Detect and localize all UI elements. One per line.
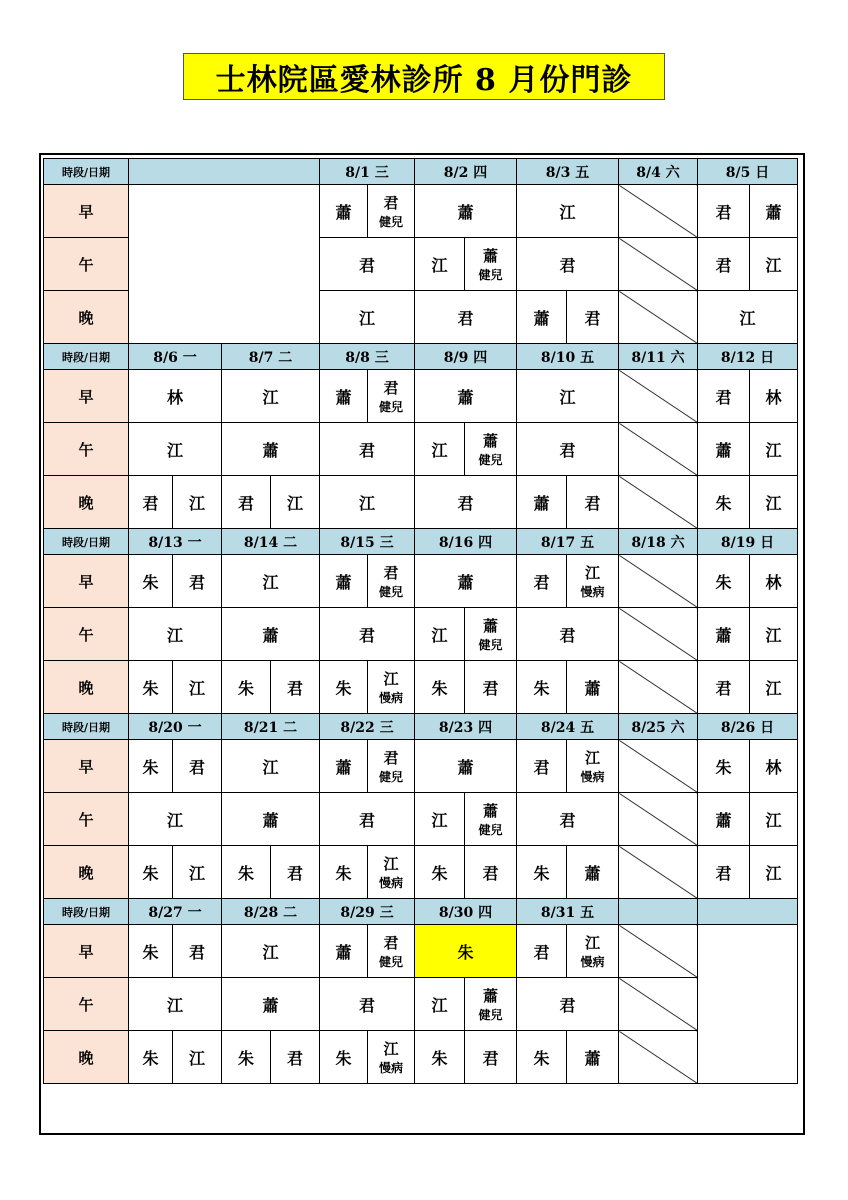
- doctor-cell: 朱: [517, 846, 567, 899]
- doctor-cell: 蕭: [698, 608, 750, 661]
- doctor-cell: 君: [698, 661, 750, 714]
- closed-cell: [619, 925, 698, 978]
- doctor-cell: [567, 555, 619, 608]
- date-cell: 8/7 二: [222, 344, 320, 370]
- doctor-cell: 江: [222, 370, 320, 423]
- doctor-cell: 君: [320, 238, 415, 291]
- doctor-cell: 君: [465, 661, 517, 714]
- doctor-cell: 朱: [517, 661, 567, 714]
- doctor-cell: 江: [750, 476, 798, 529]
- doctor-cell: 蕭: [567, 1031, 619, 1084]
- week-5-evening-row: [44, 1031, 798, 1084]
- date-cell: 8/21 二: [222, 714, 320, 740]
- week-3-morning-row: [44, 555, 798, 608]
- slot-label-evening: 晚: [44, 1031, 129, 1084]
- date-cell: 8/28 二: [222, 899, 320, 925]
- doctor-cell: 蕭: [750, 185, 798, 238]
- doctor-cell: [465, 793, 517, 846]
- doctor-cell: 朱: [129, 661, 173, 714]
- doctor-cell: 君: [698, 370, 750, 423]
- doctor-cell: 蕭: [567, 846, 619, 899]
- doctor-name: 蕭: [482, 431, 498, 450]
- week-5-morning-row: [44, 925, 798, 978]
- date-cell: 8/29 三: [320, 899, 415, 925]
- slot-label-evening: 晚: [44, 291, 129, 344]
- doctor-cell: 君: [465, 846, 517, 899]
- date-cell: 8/22 三: [320, 714, 415, 740]
- doctor-cell: 江: [320, 291, 415, 344]
- doctor-cell: 蕭: [698, 423, 750, 476]
- header-label: 時段/日期: [44, 159, 129, 185]
- slot-label-morning: 早: [44, 555, 129, 608]
- date-cell: 8/17 五: [517, 529, 619, 555]
- closed-cell: [619, 978, 698, 1031]
- closed-cell: [619, 846, 698, 899]
- week-4-evening-row: [44, 846, 798, 899]
- doctor-cell: [567, 925, 619, 978]
- week-3-header-row: [44, 529, 798, 555]
- doctor-cell: [465, 978, 517, 1031]
- doctor-cell: 江: [750, 793, 798, 846]
- clinic-type: 健兒: [478, 637, 503, 652]
- doctor-cell: [368, 740, 415, 793]
- doctor-cell: 君: [567, 476, 619, 529]
- slot-label-evening: 晚: [44, 846, 129, 899]
- doctor-cell: 江: [320, 476, 415, 529]
- doctor-cell: 林: [750, 555, 798, 608]
- doctor-cell: 江: [517, 370, 619, 423]
- closed-cell: [619, 185, 698, 238]
- doctor-name: 蕭: [482, 986, 498, 1005]
- doctor-cell: 江: [750, 846, 798, 899]
- clinic-type: 健兒: [478, 452, 503, 467]
- doctor-cell: 君: [320, 793, 415, 846]
- doctor-cell: 江: [415, 238, 465, 291]
- doctor-name: 蕭: [482, 616, 498, 635]
- clinic-type: 健兒: [378, 214, 403, 229]
- date-cell: 8/30 四: [415, 899, 517, 925]
- doctor-name: 君: [383, 748, 399, 767]
- doctor-cell: 朱: [415, 661, 465, 714]
- week-2-header-row: [44, 344, 798, 370]
- week-3-evening-row: [44, 661, 798, 714]
- doctor-cell: 君: [517, 238, 619, 291]
- doctor-cell: 江: [129, 608, 222, 661]
- doctor-cell: 蕭: [222, 793, 320, 846]
- doctor-cell: 君: [698, 238, 750, 291]
- doctor-cell: [368, 1031, 415, 1084]
- doctor-cell: 蕭: [517, 476, 567, 529]
- date-cell: 8/4 六: [619, 159, 698, 185]
- closed-cell: [619, 370, 698, 423]
- clinic-type: 慢病: [378, 690, 403, 705]
- doctor-cell: [368, 370, 415, 423]
- doctor-cell: 江: [750, 423, 798, 476]
- doctor-name: 君: [383, 378, 399, 397]
- doctor-cell: [368, 846, 415, 899]
- doctor-name: 君: [383, 193, 399, 212]
- doctor-cell: 君: [129, 476, 173, 529]
- slot-label-afternoon: 午: [44, 793, 129, 846]
- doctor-cell: 朱: [320, 1031, 368, 1084]
- closed-cell: [619, 238, 698, 291]
- doctor-cell: [567, 740, 619, 793]
- clinic-type: 慢病: [580, 584, 605, 599]
- doctor-cell: 江: [750, 661, 798, 714]
- doctor-cell: 江: [222, 740, 320, 793]
- date-cell: 8/31 五: [517, 899, 619, 925]
- slot-label-evening: 晚: [44, 476, 129, 529]
- date-cell: 8/10 五: [517, 344, 619, 370]
- doctor-cell: 江: [415, 608, 465, 661]
- empty-block: [698, 925, 798, 1084]
- doctor-cell: 蕭: [222, 423, 320, 476]
- doctor-cell: [465, 608, 517, 661]
- date-cell: 8/13 一: [129, 529, 222, 555]
- doctor-cell: 蕭: [320, 555, 368, 608]
- doctor-cell: 君: [271, 846, 320, 899]
- doctor-cell: 君: [567, 291, 619, 344]
- doctor-cell: 君: [517, 740, 567, 793]
- doctor-cell: 江: [517, 185, 619, 238]
- date-cell: 8/9 四: [415, 344, 517, 370]
- date-cell: [619, 899, 698, 925]
- doctor-cell: 江: [698, 291, 798, 344]
- doctor-name: 江: [383, 854, 399, 873]
- doctor-cell: 朱: [129, 925, 173, 978]
- doctor-name: 蕭: [482, 801, 498, 820]
- doctor-cell: 蕭: [320, 740, 368, 793]
- doctor-cell: 朱: [415, 1031, 465, 1084]
- doctor-cell: 君: [271, 1031, 320, 1084]
- doctor-cell: 朱: [698, 476, 750, 529]
- doctor-cell: 江: [173, 661, 222, 714]
- date-cell: 8/3 五: [517, 159, 619, 185]
- doctor-cell: 朱: [320, 846, 368, 899]
- doctor-cell: 江: [129, 793, 222, 846]
- doctor-cell: 江: [415, 423, 465, 476]
- date-cell: 8/8 三: [320, 344, 415, 370]
- doctor-cell: 朱: [517, 1031, 567, 1084]
- doctor-name: 江: [584, 748, 600, 767]
- header-label: 時段/日期: [44, 344, 129, 370]
- header-label: 時段/日期: [44, 529, 129, 555]
- doctor-cell: 朱: [129, 740, 173, 793]
- doctor-cell: 君: [415, 476, 517, 529]
- doctor-cell: 蕭: [320, 925, 368, 978]
- doctor-cell: 君: [173, 925, 222, 978]
- week-1-morning-row: [44, 185, 798, 238]
- doctor-cell: [368, 925, 415, 978]
- doctor-name: 江: [584, 563, 600, 582]
- closed-cell: [619, 608, 698, 661]
- clinic-schedule-table: [43, 158, 798, 1084]
- doctor-cell: [465, 423, 517, 476]
- doctor-cell: 蕭: [698, 793, 750, 846]
- date-cell: 8/2 四: [415, 159, 517, 185]
- week-4-header-row: [44, 714, 798, 740]
- doctor-cell: 君: [415, 291, 517, 344]
- doctor-name: 江: [383, 669, 399, 688]
- doctor-cell: 君: [517, 978, 619, 1031]
- doctor-cell: 江: [271, 476, 320, 529]
- date-cell: 8/14 二: [222, 529, 320, 555]
- doctor-cell: 君: [222, 476, 271, 529]
- doctor-cell: 君: [517, 423, 619, 476]
- clinic-type: 健兒: [378, 584, 403, 599]
- doctor-cell: 江: [173, 1031, 222, 1084]
- doctor-cell: 蕭: [415, 370, 517, 423]
- week-4-afternoon-row: [44, 793, 798, 846]
- doctor-cell: 蕭: [517, 291, 567, 344]
- doctor-cell: 君: [517, 555, 567, 608]
- doctor-cell: 江: [750, 608, 798, 661]
- doctor-cell: [368, 661, 415, 714]
- doctor-cell: [368, 185, 415, 238]
- doctor-cell: 江: [415, 978, 465, 1031]
- date-cell: [698, 899, 798, 925]
- doctor-cell: 江: [173, 846, 222, 899]
- closed-cell: [619, 793, 698, 846]
- doctor-cell: 林: [750, 740, 798, 793]
- doctor-cell: 君: [320, 423, 415, 476]
- clinic-type: 慢病: [580, 954, 605, 969]
- date-cell: 8/15 三: [320, 529, 415, 555]
- closed-cell: [619, 555, 698, 608]
- doctor-cell: 蕭: [320, 370, 368, 423]
- date-cell: 8/23 四: [415, 714, 517, 740]
- doctor-cell: 朱: [222, 661, 271, 714]
- doctor-cell: 君: [465, 1031, 517, 1084]
- date-cell: 8/1 三: [320, 159, 415, 185]
- header-label: 時段/日期: [44, 899, 129, 925]
- doctor-cell: 江: [415, 793, 465, 846]
- date-cell: 8/26 日: [698, 714, 798, 740]
- doctor-cell: 蕭: [222, 978, 320, 1031]
- doctor-cell: 君: [173, 740, 222, 793]
- slot-label-afternoon: 午: [44, 978, 129, 1031]
- doctor-cell: 朱: [222, 846, 271, 899]
- date-cell: 8/16 四: [415, 529, 517, 555]
- doctor-cell: 朱: [129, 555, 173, 608]
- doctor-cell: 江: [750, 238, 798, 291]
- doctor-cell: 蕭: [415, 185, 517, 238]
- doctor-cell: 君: [271, 661, 320, 714]
- doctor-cell: 朱: [698, 555, 750, 608]
- week-5-header-row: [44, 899, 798, 925]
- doctor-cell: 江: [173, 476, 222, 529]
- closed-cell: [619, 291, 698, 344]
- date-cell: [129, 159, 320, 185]
- slot-label-evening: 晚: [44, 661, 129, 714]
- doctor-cell: 君: [517, 793, 619, 846]
- slot-label-morning: 早: [44, 740, 129, 793]
- slot-label-afternoon: 午: [44, 423, 129, 476]
- doctor-cell: 蕭: [415, 740, 517, 793]
- clinic-type: 慢病: [580, 769, 605, 784]
- date-cell: 8/18 六: [619, 529, 698, 555]
- date-cell: 8/27 一: [129, 899, 222, 925]
- closed-cell: [619, 423, 698, 476]
- week-3-afternoon-row: [44, 608, 798, 661]
- doctor-cell: 朱: [698, 740, 750, 793]
- doctor-cell: 蕭: [222, 608, 320, 661]
- week-1-header-row: [44, 159, 798, 185]
- doctor-cell: 江: [222, 555, 320, 608]
- slot-label-afternoon: 午: [44, 608, 129, 661]
- doctor-cell: [465, 238, 517, 291]
- week-2-morning-row: [44, 370, 798, 423]
- doctor-cell: 江: [222, 925, 320, 978]
- closed-cell: [619, 661, 698, 714]
- closed-cell: [619, 1031, 698, 1084]
- header-label: 時段/日期: [44, 714, 129, 740]
- week-4-morning-row: [44, 740, 798, 793]
- doctor-name: 江: [383, 1039, 399, 1058]
- doctor-cell: 蕭: [320, 185, 368, 238]
- doctor-cell: 林: [129, 370, 222, 423]
- closed-cell: [619, 740, 698, 793]
- date-cell: 8/5 日: [698, 159, 798, 185]
- doctor-name: 君: [383, 563, 399, 582]
- date-cell: 8/25 六: [619, 714, 698, 740]
- doctor-cell: 君: [698, 846, 750, 899]
- doctor-cell: 朱: [415, 846, 465, 899]
- clinic-type: 健兒: [378, 954, 403, 969]
- doctor-cell: 君: [173, 555, 222, 608]
- slot-label-morning: 早: [44, 925, 129, 978]
- week-2-afternoon-row: [44, 423, 798, 476]
- doctor-cell: 朱: [129, 846, 173, 899]
- slot-label-afternoon: 午: [44, 238, 129, 291]
- doctor-cell: [368, 555, 415, 608]
- date-cell: 8/19 日: [698, 529, 798, 555]
- clinic-type: 慢病: [378, 1060, 403, 1075]
- date-cell: 8/12 日: [698, 344, 798, 370]
- doctor-cell: 君: [517, 608, 619, 661]
- doctor-cell: 朱: [222, 1031, 271, 1084]
- date-cell: 8/24 五: [517, 714, 619, 740]
- doctor-cell: 蕭: [415, 555, 517, 608]
- week-5-afternoon-row: [44, 978, 798, 1031]
- clinic-type: 慢病: [378, 875, 403, 890]
- clinic-type: 健兒: [378, 399, 403, 414]
- doctor-name: 蕭: [482, 246, 498, 265]
- page-title: 士林院區愛林診所 8 月份門診: [183, 53, 665, 100]
- clinic-type: 健兒: [478, 1007, 503, 1022]
- doctor-cell: 朱: [320, 661, 368, 714]
- doctor-cell: 江: [129, 978, 222, 1031]
- doctor-cell: 林: [750, 370, 798, 423]
- clinic-type: 健兒: [478, 267, 503, 282]
- doctor-name: 君: [383, 933, 399, 952]
- clinic-type: 健兒: [478, 822, 503, 837]
- clinic-type: 健兒: [378, 769, 403, 784]
- doctor-cell: 朱: [129, 1031, 173, 1084]
- doctor-cell: 君: [320, 608, 415, 661]
- slot-label-morning: 早: [44, 370, 129, 423]
- highlighted-doctor-cell: 朱: [415, 925, 517, 978]
- empty-block: [129, 185, 320, 344]
- doctor-cell: 江: [129, 423, 222, 476]
- date-cell: 8/20 一: [129, 714, 222, 740]
- doctor-cell: 蕭: [567, 661, 619, 714]
- doctor-cell: 君: [320, 978, 415, 1031]
- date-cell: 8/11 六: [619, 344, 698, 370]
- slot-label-morning: 早: [44, 185, 129, 238]
- closed-cell: [619, 476, 698, 529]
- doctor-cell: 君: [698, 185, 750, 238]
- doctor-cell: 君: [517, 925, 567, 978]
- doctor-name: 江: [584, 933, 600, 952]
- week-2-evening-row: [44, 476, 798, 529]
- date-cell: 8/6 一: [129, 344, 222, 370]
